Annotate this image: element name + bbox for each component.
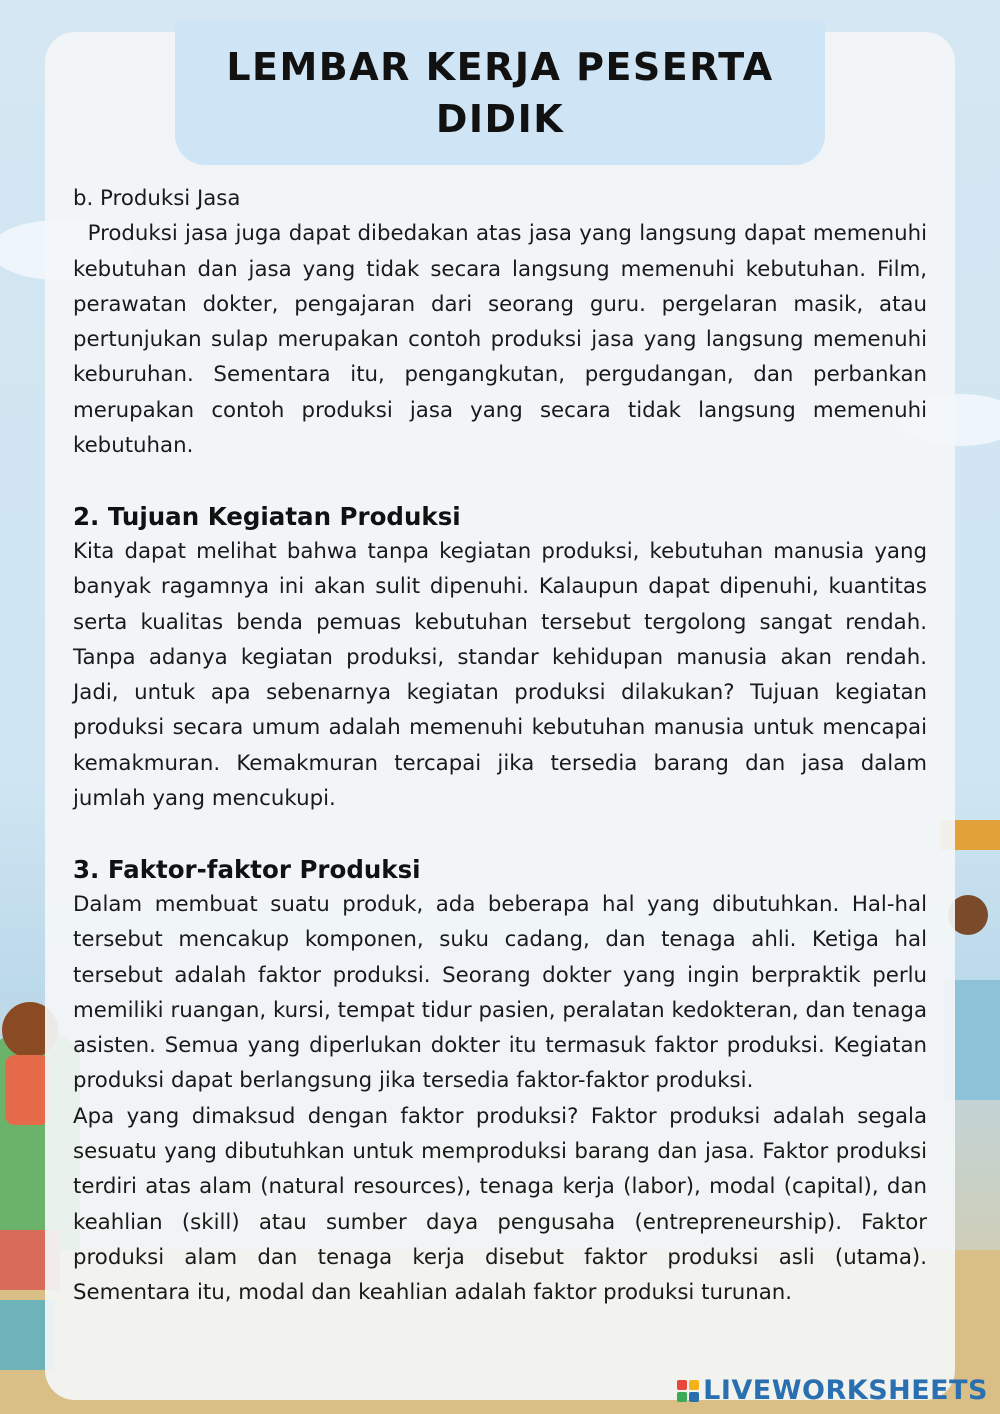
liveworksheets-brand: LIVEWORKSHEETS [703, 1375, 988, 1406]
heading-faktor-produksi: 3. Faktor-faktor Produksi [73, 854, 421, 884]
logo-square [677, 1392, 687, 1402]
paragraph-tujuan-kegiatan-produksi: Kita dapat melihat bahwa tanpa kegiatan produksi, kebutuhan manusia yang banyak ragamnya ini akan sulit dipenuhi. Kalaupun dapat dipenuhi, kuantitas serta kualitas benda pemuas kebutuhan tersebut tergolong sangat rendah. Tanpa adanya kegiatan produksi, standar kehidupan manusia akan rendah. Jadi, untuk apa sebenarnya kegiatan produksi dilakukan? Tujuan kegiatan produksi secara umum adalah memenuhi kebutuhan manusia untuk mencapai kemakmuran. Kemakmuran tercapai jika tersedia barang dan jasa dalam jumlah yang mencukupi. [73, 538, 927, 812]
subheading-produksi-jasa: b. Produksi Jasa [73, 186, 241, 211]
heading-tujuan-kegiatan-produksi: 2. Tujuan Kegiatan Produksi [73, 501, 461, 531]
logo-square [677, 1380, 687, 1390]
page-title: LEMBAR KERJA PESERTA DIDIK [226, 44, 774, 141]
logo-square [689, 1380, 699, 1390]
title-banner [175, 20, 825, 165]
logo-square [689, 1392, 699, 1402]
spacer [73, 463, 927, 498]
paragraph-faktor-produksi-2: Apa yang dimaksud dengan faktor produksi? Faktor produksi adalah segala sesuatu yang dibutuhkan untuk memproduksi barang dan jasa. Faktor produksi terdiri atas alam (natural resources), tenaga kerja (labor), modal (capital), dan keahlian (skill) atau sumber daya pengusaha (entrepreneurship). Faktor produksi alam dan tenaga kerja disebut faktor produksi asli (utama). Sementara itu, modal dan keahlian adalah faktor produksi turunan. [73, 1103, 927, 1306]
spacer [73, 816, 927, 851]
paragraph-faktor-produksi-1: Dalam membuat suatu produk, ada beberapa hal yang dibutuhkan. Hal-hal tersebut mencakup komponen, suku cadang, dan tenaga ahli. Ketiga hal tersebut adalah faktor produksi. Seorang dokter yang ingin berpraktik perlu memiliki ruangan, kursi, tempat tidur pasien, peralatan kedokteran, dan tenaga asisten. Semua yang diperlukan dokter itu termasuk faktor produksi. Kegiatan produksi dapat berlangsung jika tersedia faktor-faktor produksi. [73, 891, 927, 1094]
liveworksheets-mark-icon [677, 1380, 699, 1402]
worksheet-content [73, 181, 927, 1311]
paragraph-produksi-jasa: Produksi jasa juga dapat dibedakan atas jasa yang langsung dapat memenuhi kebutuhan dan jasa yang tidak secara langsung memenuhi kebutuhan. Film, perawatan dokter, pengajaran dari seorang guru. pergelaran masik, atau pertunjukan sulap merupakan contoh produksi jasa yang langsung memenuhi keburuhan. Sementara itu, pengangkutan, pergudangan, dan perbankan merupakan contoh produksi jasa yang secara tidak langsung memenuhi kebutuhan. [73, 221, 927, 459]
liveworksheets-logo [677, 1375, 988, 1406]
